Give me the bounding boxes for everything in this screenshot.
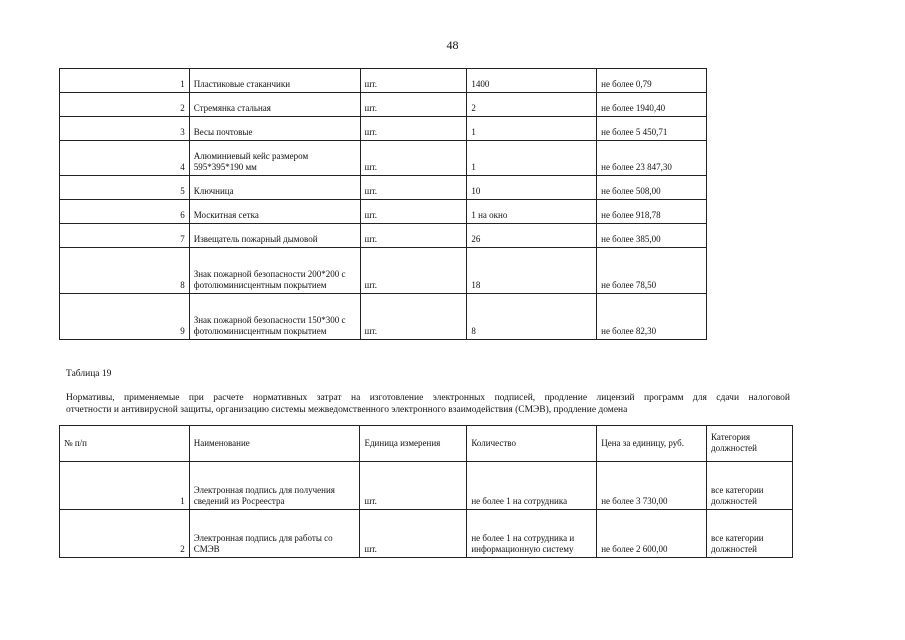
- row-unit: шт.: [360, 141, 467, 176]
- items-table: [59, 68, 707, 340]
- header-qty: Количество: [467, 426, 597, 462]
- header-price: Цена за единицу, руб.: [597, 426, 707, 462]
- row-qty: 1: [467, 117, 597, 141]
- table-row: [60, 248, 707, 294]
- row-price: не более 3 730,00: [597, 462, 707, 510]
- page-number: 48: [446, 38, 459, 52]
- row-price: не более 82,30: [597, 294, 707, 340]
- description-line-2: отчетности и антивирусной защиты, организацию системы межведомственного электронного взаимодействия (СМЭВ), продление домена: [66, 405, 628, 415]
- row-category: все категории должностей: [707, 510, 793, 558]
- row-unit: шт.: [360, 294, 467, 340]
- row-unit: шт.: [360, 200, 467, 224]
- table-description: [66, 392, 790, 416]
- row-qty: не более 1 на сотрудника и информационную систему: [467, 510, 597, 558]
- table-row: [60, 176, 707, 200]
- header-category: Категория должностей: [707, 426, 793, 462]
- table-row: [60, 200, 707, 224]
- row-name: Электронная подпись для работы со СМЭВ: [189, 510, 360, 558]
- table-row: [60, 224, 707, 248]
- row-unit: шт.: [360, 224, 467, 248]
- row-number: 5: [60, 176, 190, 200]
- row-unit: шт.: [360, 176, 467, 200]
- row-price: не более 385,00: [597, 224, 707, 248]
- row-qty: не более 1 на сотрудника: [467, 462, 597, 510]
- row-number: 1: [60, 462, 190, 510]
- row-name: Стремянка стальная: [189, 93, 360, 117]
- row-unit: шт.: [360, 69, 467, 93]
- row-number: 1: [60, 69, 190, 93]
- row-qty: 1: [467, 141, 597, 176]
- table-row: [60, 462, 793, 510]
- row-price: не более 918,78: [597, 200, 707, 224]
- row-name: Алюминиевый кейс размером 595*395*190 мм: [189, 141, 360, 176]
- row-name: Знак пожарной безопасности 200*200 с фотолюминисцентным покрытием: [189, 248, 360, 294]
- row-unit: шт.: [360, 93, 467, 117]
- row-qty: 8: [467, 294, 597, 340]
- row-number: 3: [60, 117, 190, 141]
- table-row: [60, 294, 707, 340]
- row-name: Весы почтовые: [189, 117, 360, 141]
- header-name: Наименование: [189, 426, 360, 462]
- table-19: [59, 425, 793, 558]
- row-name: Электронная подпись для получения сведений из Росреестра: [189, 462, 360, 510]
- row-number: 7: [60, 224, 190, 248]
- row-number: 8: [60, 248, 190, 294]
- row-name: Москитная сетка: [189, 200, 360, 224]
- row-number: 6: [60, 200, 190, 224]
- row-qty: 18: [467, 248, 597, 294]
- row-name: Ключница: [189, 176, 360, 200]
- row-unit: шт.: [360, 248, 467, 294]
- table-header-row: [60, 426, 793, 462]
- row-qty: 26: [467, 224, 597, 248]
- row-number: 4: [60, 141, 190, 176]
- row-name: Знак пожарной безопасности 150*300 с фотолюминисцентным покрытием: [189, 294, 360, 340]
- row-number: 9: [60, 294, 190, 340]
- table-row: [60, 510, 793, 558]
- row-price: не более 5 450,71: [597, 117, 707, 141]
- row-number: 2: [60, 510, 190, 558]
- row-price: не более 78,50: [597, 248, 707, 294]
- description-line-1: Нормативы, применяемые при расчете нормативных затрат на изготовление электронных подписей, продление лицензий программ для сдачи налоговой: [66, 393, 790, 403]
- row-unit: шт.: [360, 117, 467, 141]
- row-name: Пластиковые стаканчики: [189, 69, 360, 93]
- header-n: № п/п: [60, 426, 190, 462]
- row-name: Извещатель пожарный дымовой: [189, 224, 360, 248]
- table-row: [60, 93, 707, 117]
- row-price: не более 1940,40: [597, 93, 707, 117]
- row-category: все категории должностей: [707, 462, 793, 510]
- row-unit: шт.: [360, 462, 467, 510]
- row-unit: шт.: [360, 510, 467, 558]
- row-qty: 1 на окно: [467, 200, 597, 224]
- table-row: [60, 69, 707, 93]
- row-price: не более 0,79: [597, 69, 707, 93]
- row-price: не более 2 600,00: [597, 510, 707, 558]
- row-price: не более 508,00: [597, 176, 707, 200]
- row-price: не более 23 847,30: [597, 141, 707, 176]
- table-row: [60, 117, 707, 141]
- row-qty: 2: [467, 93, 597, 117]
- table-row: [60, 141, 707, 176]
- row-qty: 1400: [467, 69, 597, 93]
- header-unit: Единица измерения: [360, 426, 467, 462]
- row-qty: 10: [467, 176, 597, 200]
- row-number: 2: [60, 93, 190, 117]
- table-caption: Таблица 19: [66, 369, 112, 379]
